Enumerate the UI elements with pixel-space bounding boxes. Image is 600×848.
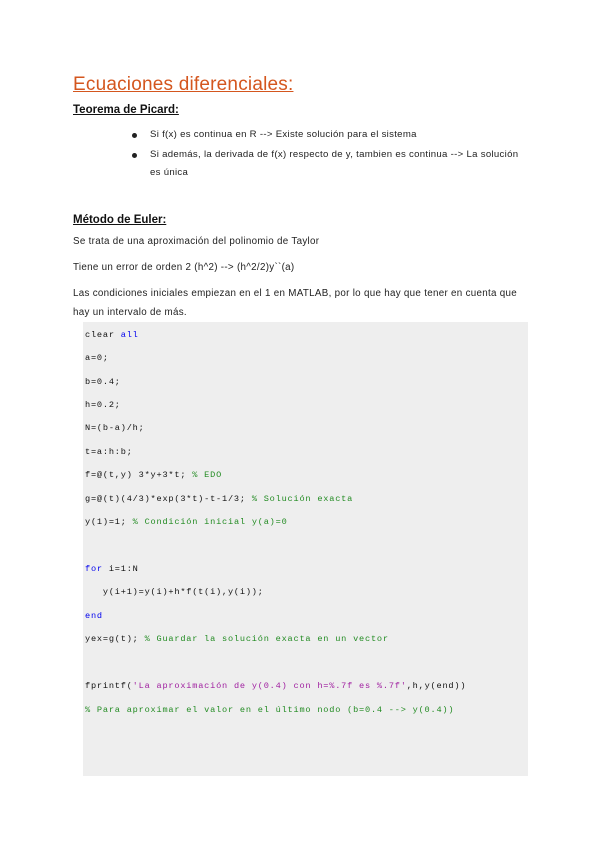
euler-paragraph: Tiene un error de orden 2 (h^2) --> (h^2/2)y``(a) [73,262,295,273]
code-line: a=0; [85,353,109,363]
euler-paragraph: Se trata de una aproximación del polinomio de Taylor [73,236,320,247]
code-line: for i=1:N [85,564,139,574]
code-line: h=0.2; [85,400,121,410]
code-line: yex=g(t); % Guardar la solución exacta en un vector [85,634,389,644]
list-item: Si f(x) es continua en R --> Existe solución para el sistema [128,126,528,144]
code-line: y(1)=1; % Condición inicial y(a)=0 [85,517,288,527]
code-line: % Para aproximar el valor en el último nodo (b=0.4 --> y(0.4)) [85,705,455,715]
list-item: Si además, la derivada de f(x) respecto de y, tambien es continua --> La solución es única [128,146,528,182]
bullet-icon [132,153,137,158]
picard-bullet-list [128,126,528,182]
code-line: t=a:h:b; [85,447,133,457]
euler-paragraph: Las condiciones iniciales empiezan en el 1 en MATLAB, por lo que hay que tener en cuenta que hay un intervalo de más. [73,288,518,318]
code-line: b=0.4; [85,377,121,387]
code-line: clear all [85,330,139,340]
code-line: f=@(t,y) 3*y+3*t; % EDO [85,470,223,480]
code-line: fprintf('La aproximación de y(0.4) con h=%.7f es %.7f',h,y(end)) [85,681,467,691]
page-title: Ecuaciones diferenciales: [73,74,294,95]
euler-heading: Método de Euler: [73,214,167,226]
picard-heading: Teorema de Picard: [73,104,179,116]
bullet-icon [132,133,137,138]
code-line: y(i+1)=y(i)+h*f(t(i),y(i)); [85,587,264,597]
code-block [83,322,528,776]
code-line: g=@(t)(4/3)*exp(3*t)-t-1/3; % Solución exacta [85,494,354,504]
code-line: end [85,611,103,621]
code-line: N=(b-a)/h; [85,423,145,433]
